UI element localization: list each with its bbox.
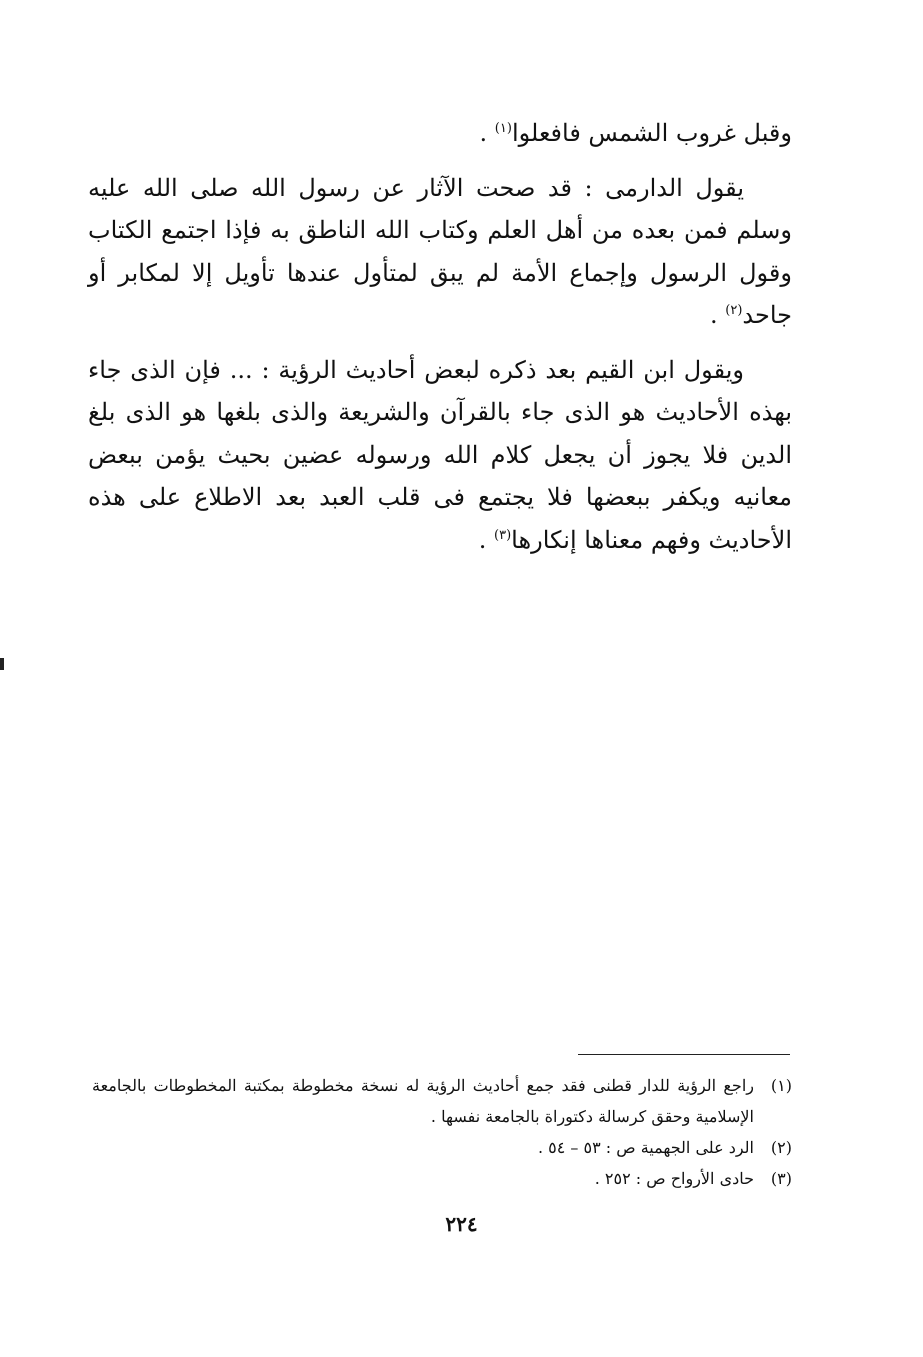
footnote-1-text: راجع الرؤية للدار قطنى فقد جمع أحاديث الرؤية له نسخة مخطوطة بمكتبة المخطوطات بالجامعة الإسلامية وحقق كرسالة دكتوراة بالجامعة نفسها .: [92, 1076, 754, 1126]
footnote-2-text: الرد على الجهمية ص : ٥٣ – ٥٤ .: [537, 1138, 754, 1157]
footnote-3-text: حادى الأرواح ص : ٢٥٢ .: [594, 1169, 754, 1188]
paragraph-2: [88, 167, 792, 337]
footnote-3-number: (٣): [770, 1169, 792, 1188]
footnote-1: [92, 1070, 792, 1132]
paragraph-1-end: .: [479, 119, 495, 147]
paragraph-1: [88, 112, 792, 155]
page-number: ٢٢٤: [445, 1212, 478, 1236]
scan-margin-mark: [0, 658, 4, 670]
paragraph-gap: [88, 337, 792, 349]
footnote-3: [92, 1163, 792, 1194]
footnotes: [92, 1070, 792, 1194]
paragraph-2-text: يقول الدارمى : قد صحت الآثار عن رسول الله صلى الله عليه وسلم فمن بعده من أهل العلم وكتاب الله الناطق به فإذا اجتمع الكتاب وقول الرسول وإجماع الأمة لم يبق لمتأول عندها تأويل إلا لمكابر أو جاحد: [88, 173, 792, 329]
footnote-ref-1: (١): [494, 121, 512, 136]
paragraph-3: [88, 349, 792, 562]
paragraph-3-text: ويقول ابن القيم بعد ذكره لبعض أحاديث الرؤية : ... فإن الذى جاء بهذه الأحاديث هو الذى جاء بالقرآن والشريعة والذى بلغها هو الذى بلغ الدين فلا يجوز أن يجعل كلام الله ورسوله عضين بحيث يؤمن ببعض معانيه ويكفر ببعضها فلا يجتمع فى قلب العبد بعد الاطلاع على هذه الأحاديث وفهم معناها إنكارها: [88, 355, 792, 554]
main-text: [88, 112, 792, 561]
paragraph-3-end: .: [478, 525, 494, 554]
footnote-1-number: (١): [770, 1076, 792, 1095]
footnote-separator: [578, 1054, 790, 1055]
footnote-2-number: (٢): [770, 1138, 792, 1157]
footnote-ref-3: (٣): [494, 527, 512, 543]
footnote-2: [92, 1132, 792, 1163]
paragraph-1-text: وقبل غروب الشمس فافعلوا: [511, 119, 792, 147]
footnote-ref-2: (٢): [725, 303, 743, 318]
paragraph-gap: [88, 155, 792, 167]
paragraph-2-end: .: [710, 301, 726, 329]
